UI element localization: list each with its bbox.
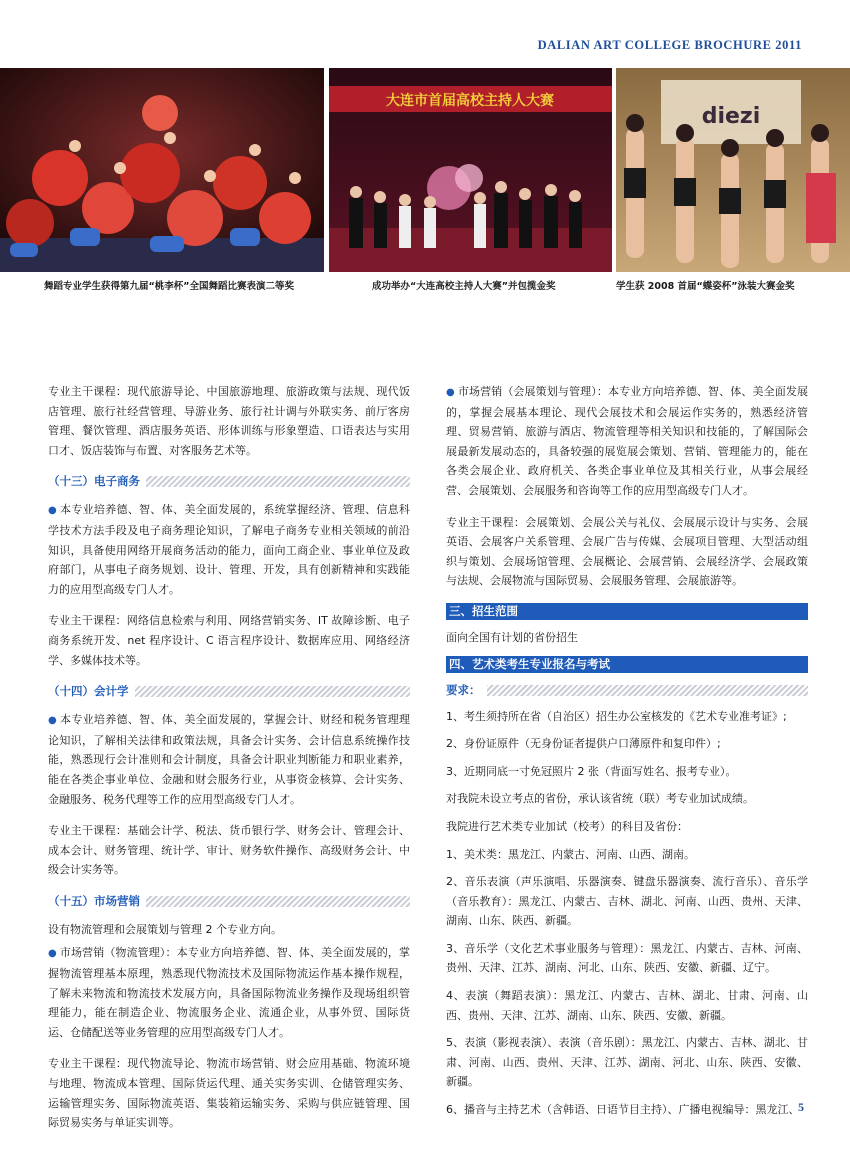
logistics-intro: ● 市场营销（物流管理）：本专业方向培养德、智、体、美全面发展的，掌握物流管理基本原理，熟悉现代物流技术及国际物流运作基本操作规程，了解未来物流和物流技术发展方向，具备国际物流业务操作及现场组织管理能力，能在制造企业、物流服务企业、流通企业，从事外贸、国际货运、仓储配送等业务管理的应用型高级专门人才。 [48, 946, 410, 1039]
ecommerce-intro: ● 本专业培养德、智、体、美全面发展的，系统掌握经济、管理、信息科学技术方法手段及电子商务理论知识，了解电子商务专业相关领域的前沿知识，具备使用网络开展商务活动的能力，面向工商企业、事业单位及政府部门，从事电子商务规划、设计、管理、开发，具有创新精神和实践能力的应用型高级专门人才。 [48, 503, 410, 596]
exhibition-intro: ● 市场营销（会展策划与管理）：本专业方向培养德、智、体、美全面发展的，掌握会展基本理论、现代会展技术和会展运作实务的，熟悉经济管理、贸易营销、旅游与酒店、物流管理等相关知识和技能的，了解国际会展最新发展动态的，具备较强的展览展会策划、营销、管理能力的，能在各类会展企业、政府机关、各类企事业单位及其相关行业，从事会展经营、会展策划、会展服务和咨询等工作的应用型高级专门人才。 [446, 385, 808, 497]
bullet-icon: ● [48, 505, 58, 517]
tourism-courses: 专业主干课程：现代旅游导论、中国旅游地理、旅游政策与法规、现代饭店管理、旅行社经营管理、导游业务、旅行社计调与外联实务、前厅客房管理、餐饮管理、酒店服务英语、形体训练与形象塑造、口语表达与实用口才、饭店装饰与布置、对客服务艺术等。 [48, 385, 410, 457]
left-column [48, 382, 410, 1145]
contest-banner: 大连市首届高校主持人大赛 [386, 93, 554, 109]
bullet-icon: ● [48, 715, 58, 727]
accounting-courses: 专业主干课程：基础会计学、税法、货币银行学、财务会计、管理会计、成本会计、财务管理、统计学、审计、财务软件操作、高级财务会计、中级会计实务等。 [48, 824, 410, 877]
caption-host-contest: 成功举办“大连高校主持人大赛”并包揽金奖 [372, 281, 556, 292]
section-ecommerce-heading [48, 472, 410, 490]
exam-note: 我院进行艺术类专业加试（校考）的科目及省份： [446, 819, 688, 833]
bullet-icon: ● [48, 948, 57, 960]
marketing-directions: 设有物流管理和会展策划与管理 2 个专业方向。 [48, 922, 282, 936]
exam-item: 3、音乐学（文化艺术事业服务与管理）：黑龙江、内蒙古、吉林、河南、贵州、天津、江苏、湖南、河北、山东、陕西、安徽、新疆、辽宁。 [446, 941, 808, 975]
bullet-icon: ● [446, 387, 455, 398]
exam-item: 1、美术类：黑龙江、内蒙古、河南、山西、湖南。 [446, 847, 695, 861]
requirement-item: 1、考生须持所在省（自治区）招生办公室核发的《艺术专业准考证》; [446, 709, 787, 723]
requirements-label: 要求： [446, 681, 487, 699]
exhibition-courses: 专业主干课程：会展策划、会展公关与礼仪、会展展示设计与实务、会展英语、会展客户关系管理、会展广告与传媒、会展项目管理、大型活动组织与策划、会展场馆管理、会展概论、会展营销、会展经济学、会展政策与法规、会展物流与国际贸易、会展服务管理、会展旅游等。 [446, 515, 808, 588]
exam-item: 2、音乐表演（声乐演唱、乐器演奏、键盘乐器演奏、流行音乐）、音乐学（音乐教育）：黑龙江、内蒙古、吉林、湖北、河南、山西、贵州、天津、湖南、山东、陕西、新疆。 [446, 875, 808, 928]
exam-item: 5、表演（影视表演）、表演（音乐剧）：黑龙江、内蒙古、吉林、湖北、甘肃、河南、山西、贵州、天津、江苏、湖南、河北、山东、陕西、安徽、新疆。 [446, 1036, 808, 1089]
right-column [446, 382, 808, 1128]
exam-item: 4、表演（舞蹈表演）：黑龙江、内蒙古、吉林、湖北、甘肃、河南、山西、贵州、天津、江苏、湖南、山东、陕西、安徽、新疆。 [446, 989, 808, 1022]
exam-item: 6、播音与主持艺术（含韩语、日语节目主持）、广播电视编导：黑龙江、 [446, 1103, 800, 1117]
section-accounting-heading [48, 682, 410, 700]
exam-note: 对我院未设立考点的省份，承认该省统（联）考专业加试成绩。 [446, 792, 754, 806]
requirement-item: 3、近期同底一寸免冠照片 2 张（背面写姓名、报考专业）。 [446, 764, 737, 778]
photo-dance-performance [0, 68, 324, 272]
section-title: （十四）会计学 [48, 682, 135, 700]
section-enrollment-scope: 三、招生范围 [446, 603, 808, 620]
brochure-header: DALIAN ART COLLEGE BROCHURE 2011 [537, 38, 802, 52]
caption-dance: 舞蹈专业学生获得第九届“桃李杯”全国舞蹈比赛表演二等奖 [44, 281, 294, 292]
photo-swimwear-contest [616, 68, 850, 272]
requirement-item: 2、身份证原件（无身份证者提供户口薄原件和复印件）; [446, 737, 721, 751]
page-number: 5 [798, 1100, 804, 1114]
requirements-heading [446, 681, 808, 699]
ecommerce-courses: 专业主干课程：网络信息检索与利用、网络营销实务、IT 故障诊断、电子商务系统开发、net 程序设计、C 语言程序设计、数据库应用、网络经济学、多媒体技术等。 [48, 614, 410, 667]
logistics-courses: 专业主干课程：现代物流导论、物流市场营销、财会应用基础、物流环境与地理、物流成本管理、国际货运代理、通关实务实训、仓储管理实务、运输管理实务、国际物流英语、集装箱运输实务、采购与供应链管理、国际贸易实务与单证实训等。 [48, 1057, 410, 1130]
enrollment-scope-text: 面向全国有计划的省份招生 [446, 630, 578, 644]
section-title: （十五）市场营销 [48, 892, 146, 910]
accounting-intro: ● 本专业培养德、智、体、美全面发展的，掌握会计、财经和税务管理理论知识，了解相关法律和政策法规，具备会计实务、会计信息系统操作技能，熟悉现行会计准则和会计制度，具备会计职业判断能力和职业素养，能在各类企事业单位、金融和财会服务行业，从事资金核算、会计实务、金融服务、税务代理等工作的应用型高级专门人才。 [48, 713, 410, 806]
section-art-exam: 四、艺术类考生专业报名与考试 [446, 656, 808, 673]
sponsor-logo: diezi [701, 104, 761, 129]
section-title: （十三）电子商务 [48, 472, 146, 490]
photo-strip [0, 68, 850, 272]
caption-swimwear: 学生获 2008 首届“蝶姿杯”泳装大赛金奖 [616, 281, 795, 292]
section-marketing-heading [48, 892, 410, 910]
photo-host-contest [329, 68, 612, 272]
